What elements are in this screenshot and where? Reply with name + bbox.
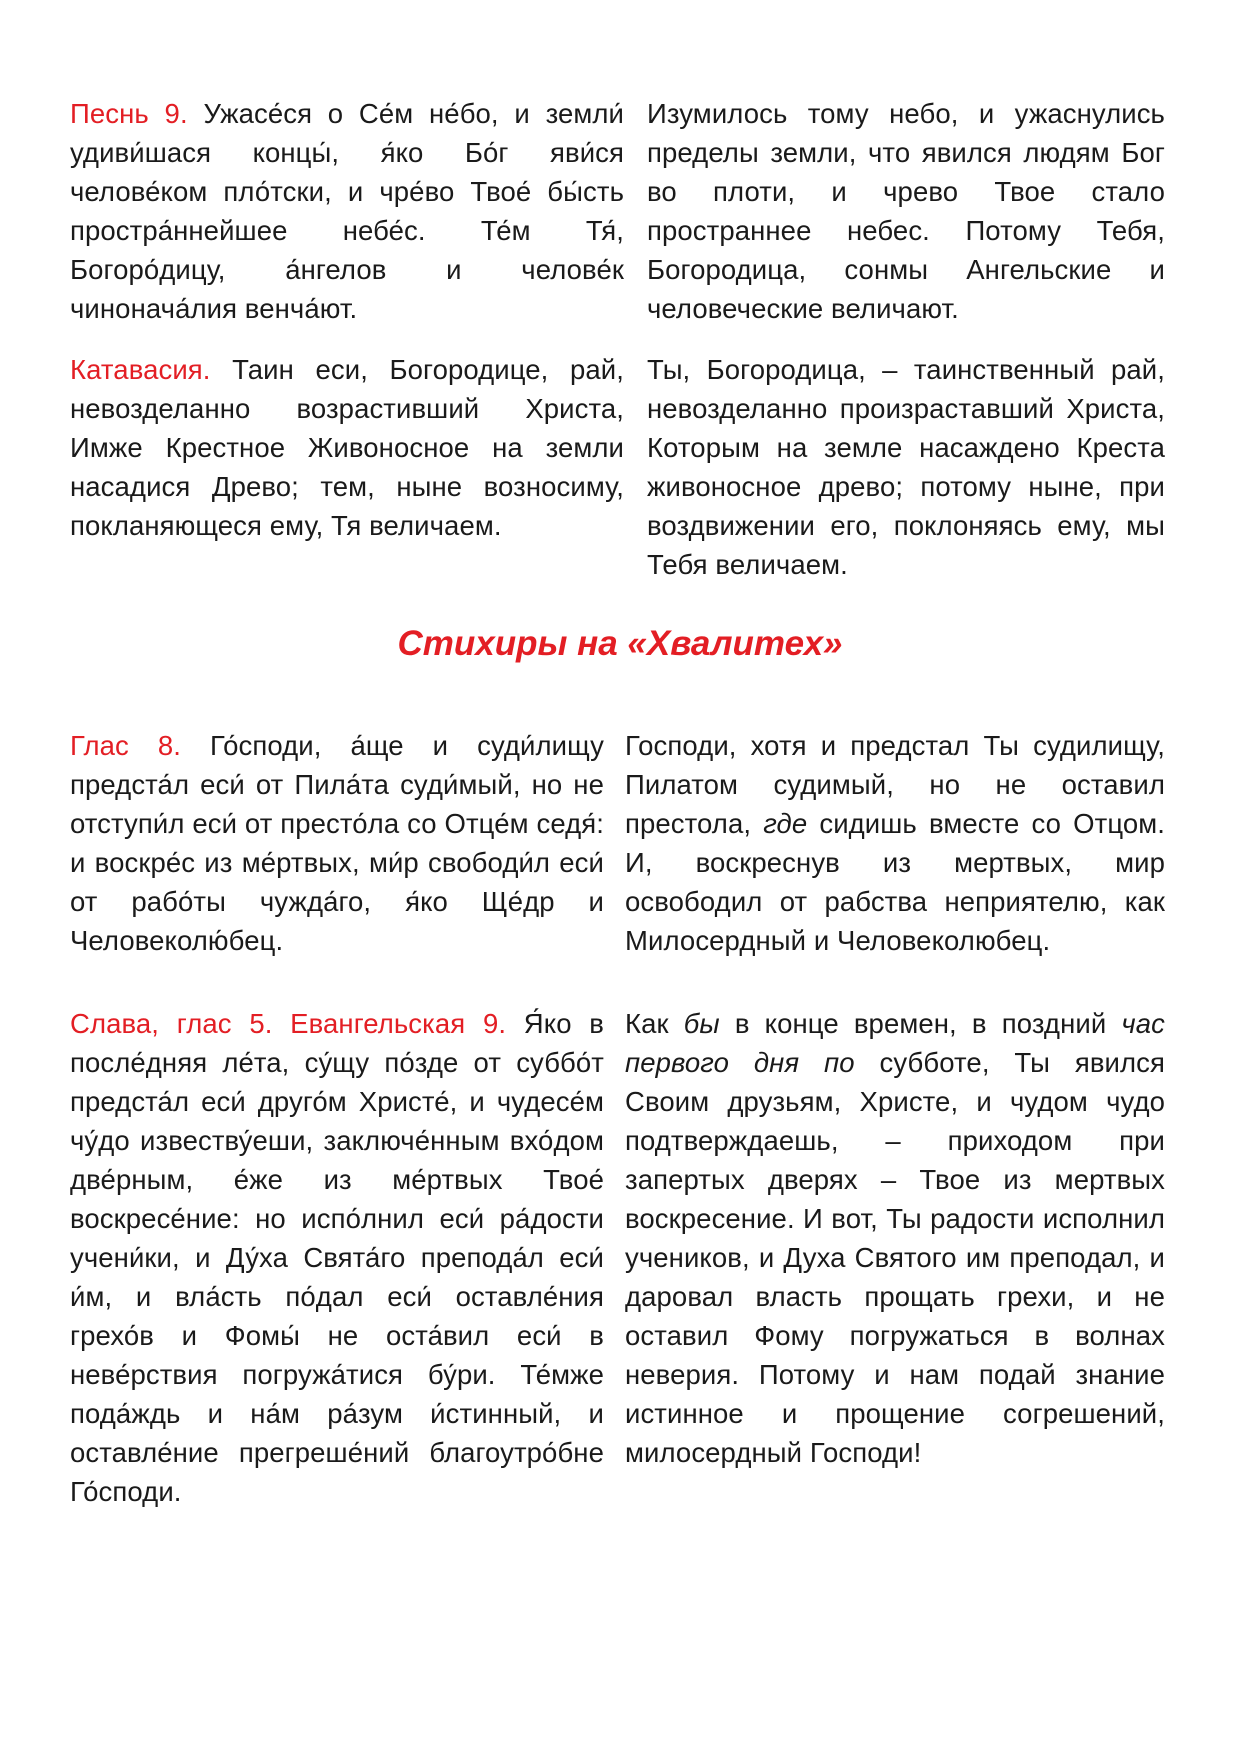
russian-text-part: субботе, Ты явился Своим друзьям, Христе, и чудом чудо подтверждаешь, – приходом при запертых дверях – Твое из мертвых воскресение. И вот, Ты радости исполнил учеников, и Духа Святого им преподал, и даровал власть прощать грехи, и не оставил Фому погружаться в волнах неверия. Потому и нам подай знание истинное и прощение согрешений, милосердный Господи! (625, 1047, 1165, 1468)
left-column-slava-glas-5 (70, 1004, 604, 1511)
section-label: Катавасия. (70, 354, 211, 385)
russian-translation-text: Ты, Богородица, – таинственный рай, невозделанно произраставший Христа, Которым на земле насаждено Креста живоносное древо; потому ныне, при воздвижении его, поклоняясь ему, мы Тебя величаем. (647, 354, 1165, 580)
left-column-irmos-9 (70, 94, 624, 328)
italic-text-part: где (763, 808, 808, 839)
church-slavonic-text: Я́ко в после́дняя ле́та, су́щу по́зде от суббо́т предста́л еси́ друго́м Христе́, и чудесе́м чу́до известву́еши, заключе́нным вхо́дом две́рным, е́же из ме́ртвых Твое́ воскресе́ние: но испо́лнил еси́ ра́дости учени́ки, и Ду́ха Свята́го препода́л еси́ и́м, и вла́сть по́дал еси́ оставле́ния грехо́в и Фомы́ не оста́вил еси́ в неве́рствия погружа́тися бу́ри. Те́мже пода́ждь и на́м ра́зум и́стинный, и оставле́ние прегреше́ний благоутро́бне Го́споди. (70, 1008, 604, 1507)
russian-translation-text: Изумилось тому небо, и ужаснулись пределы земли, что явился людям Бог во плоти, и чрево Твое стало пространнее небес. Потому Тебя, Богородица, сонмы Ангельские и человеческие величают. (647, 98, 1165, 324)
church-slavonic-text: Таин еси, Богородице, рай, невозделанно возрастивший Христа, Имже Крестное Живоносное на земли насадися Древо; тем, ныне возносиму, покланяющеся ему, Тя величаем. (70, 354, 624, 541)
church-slavonic-text: Го́споди, а́ще и суди́лищу предста́л еси́ от Пила́та суди́мый, но не отступи́л еси́ от престо́ла со Отце́м седя́: и воскре́с из ме́ртвых, ми́р свободи́л еси́ от рабо́ты чужда́го, я́ко Ще́др и Человеколю́бец. (70, 730, 604, 956)
italic-text-part: бы (683, 1008, 720, 1039)
section-label: Слава, глас 5. Евангельская 9. (70, 1008, 507, 1039)
right-column-irmos-9 (647, 94, 1165, 328)
left-column-glas-8 (70, 726, 604, 960)
russian-text-part: Как (625, 1008, 684, 1039)
church-slavonic-text: Ужасе́ся о Се́м не́бо, и земли́ удиви́шася концы́, я́ко Бо́г яви́ся челове́ком пло́тски, и чре́во Твое́ бы́сть простра́ннейшее небе́с. Те́м Тя́, Богоро́дицу, а́нгелов и челове́к чинонача́лия венча́ют. (70, 98, 625, 324)
russian-text-part: сидишь вместе со Отцом. И, воскреснув из мертвых, мир освободил от рабства неприятелю, как Милосердный и Человеколюбец. (625, 808, 1165, 956)
left-column-katavasia (70, 350, 624, 545)
russian-text-part: Господи, хотя и предстал Ты судилищу, Пилатом судимый, но не оставил престола, (625, 730, 1165, 839)
section-heading: Стихиры на «Хвалитех» (397, 624, 843, 663)
italic-text-part: час первого дня по (625, 1008, 1165, 1078)
right-column-katavasia (647, 350, 1165, 584)
russian-text-part: в конце времен, в поздний (719, 1008, 1122, 1039)
section-label: Глас 8. (70, 730, 181, 761)
section-label: Песнь 9. (70, 98, 188, 129)
right-column-slava-glas-5 (625, 1004, 1165, 1472)
right-column-glas-8 (625, 726, 1165, 960)
